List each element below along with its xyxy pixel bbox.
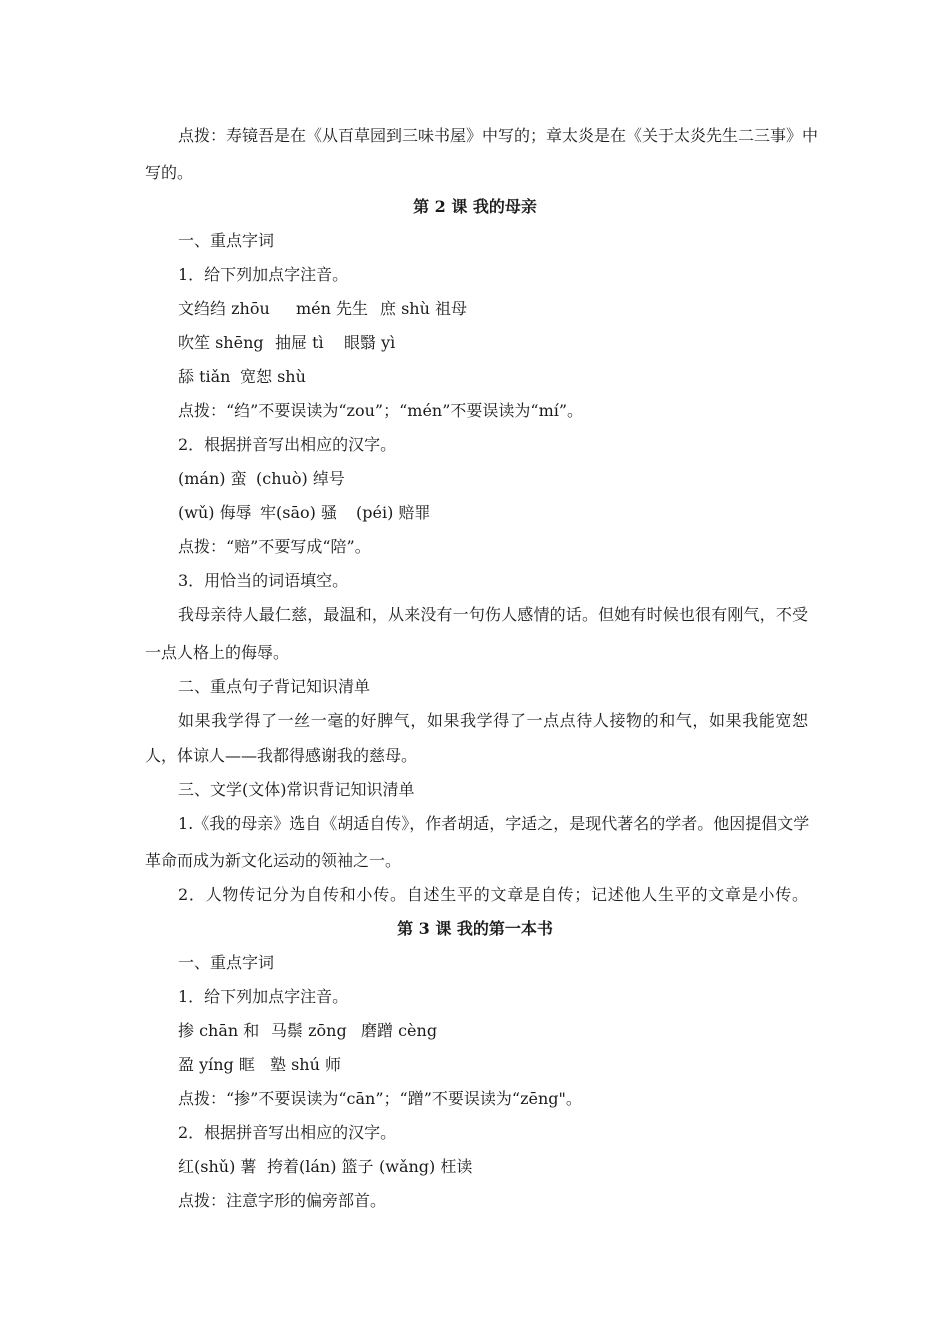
hanzi-item: 牢(sāo) 骚 [260, 503, 337, 522]
lesson-3-q1-tip: 点拨：“掺”不要误读为“cān”；“蹭”不要误读为“zēng"。 [178, 1089, 582, 1108]
lesson-2-q1-row-1 [178, 299, 467, 319]
lesson-2-section-2-line-2: 人，体谅人——我都得感谢我的慈母。 [145, 746, 418, 765]
lesson-2-section-3-p2: 2．人物传记分为自传和小传。自述生平的文章是自传；记述他人生平的文章是小传。 [178, 885, 808, 904]
hanzi-item: (wǎng) 枉读 [379, 1157, 473, 1176]
pinyin-item: 舔 tiǎn [178, 367, 231, 386]
pinyin-item: 抽屉 tì [275, 333, 324, 352]
pinyin-item: 文绉绉 zhōu [178, 299, 270, 318]
lesson-2-section-1-title: 一、重点字词 [178, 231, 275, 250]
pinyin-item: 宽恕 shù [240, 367, 306, 386]
lesson-2-q2-row-1 [178, 469, 345, 489]
hanzi-item: 挎着(lán) 篮子 [267, 1157, 374, 1176]
lesson-2-section-3-p1-line-1: 1.《我的母亲》选自《胡适自传》，作者胡适，字适之，是现代著名的学者。他因提倡文学 [178, 814, 810, 833]
lesson-3-q1-row-1 [178, 1021, 437, 1041]
hanzi-item: 红(shǔ) 薯 [178, 1157, 257, 1176]
pinyin-item: 塾 shú 师 [270, 1055, 341, 1074]
lesson-2-question-1: 1．给下列加点字注音。 [178, 265, 349, 284]
lesson-2-q1-row-3 [178, 367, 306, 387]
lesson-2-section-2-title: 二、重点句子背记知识清单 [178, 677, 371, 696]
intro-line-2: 写的。 [145, 163, 194, 182]
pinyin-item: 庶 shù 祖母 [380, 299, 467, 318]
pinyin-item: 眼翳 yì [344, 333, 396, 352]
pinyin-item: 吹笙 shēng [178, 333, 264, 352]
lesson-2-title: 第 2 课 我的母亲 [413, 197, 537, 216]
hanzi-item: (chuò) 绰号 [256, 469, 345, 488]
lesson-2-q1-tip: 点拨：“绉”不要误读为“zou”；“mén”不要误读为“mí”。 [178, 401, 584, 420]
pinyin-item: 磨蹭 cèng [361, 1021, 438, 1040]
lesson-3-q2-row-1 [178, 1157, 472, 1177]
lesson-2-q1-row-2 [178, 333, 395, 353]
pinyin-item: 掺 chān 和 [178, 1021, 260, 1040]
lesson-3-q1-row-2 [178, 1055, 341, 1075]
lesson-2-q2-row-2 [178, 503, 430, 523]
lesson-3-question-2: 2．根据拼音写出相应的汉字。 [178, 1123, 397, 1142]
lesson-2-section-2-line-1: 如果我学得了一丝一毫的好脾气，如果我学得了一点点待人接物的和气，如果我能宽恕 [178, 711, 808, 730]
lesson-2-q3-line-1: 我母亲待人最仁慈，最温和，从来没有一句伤人感情的话。但她有时候也很有刚气，不受 [178, 605, 808, 624]
hanzi-item: (wǔ) 侮辱 [178, 503, 252, 522]
lesson-2-q2-tip: 点拨：“赔”不要写成“陪”。 [178, 537, 371, 556]
pinyin-item: mén 先生 [296, 299, 369, 318]
lesson-3-title: 第 3 课 我的第一本书 [397, 919, 553, 938]
lesson-2-section-3-p1-line-2: 革命而成为新文化运动的领袖之一。 [145, 851, 402, 870]
intro-line-1: 点拨：寿镜吾是在《从百草园到三味书屋》中写的；章太炎是在《关于太炎先生二三事》中 [178, 126, 819, 145]
lesson-3-section-1-title: 一、重点字词 [178, 953, 275, 972]
lesson-2-q3-line-2: 一点人格上的侮辱。 [145, 643, 290, 662]
lesson-2-question-2: 2．根据拼音写出相应的汉字。 [178, 435, 397, 454]
lesson-3-question-1: 1．给下列加点字注音。 [178, 987, 349, 1006]
pinyin-item: 盈 yíng 眶 [178, 1055, 255, 1074]
lesson-3-q2-tip: 点拨：注意字形的偏旁部首。 [178, 1191, 387, 1210]
hanzi-item: (mán) 蛮 [178, 469, 247, 488]
hanzi-item: (péi) 赔罪 [356, 503, 431, 522]
pinyin-item: 马鬃 zōng [271, 1021, 347, 1040]
lesson-2-question-3: 3．用恰当的词语填空。 [178, 571, 349, 590]
lesson-2-section-3-title: 三、文学(文体)常识背记知识清单 [178, 780, 415, 799]
